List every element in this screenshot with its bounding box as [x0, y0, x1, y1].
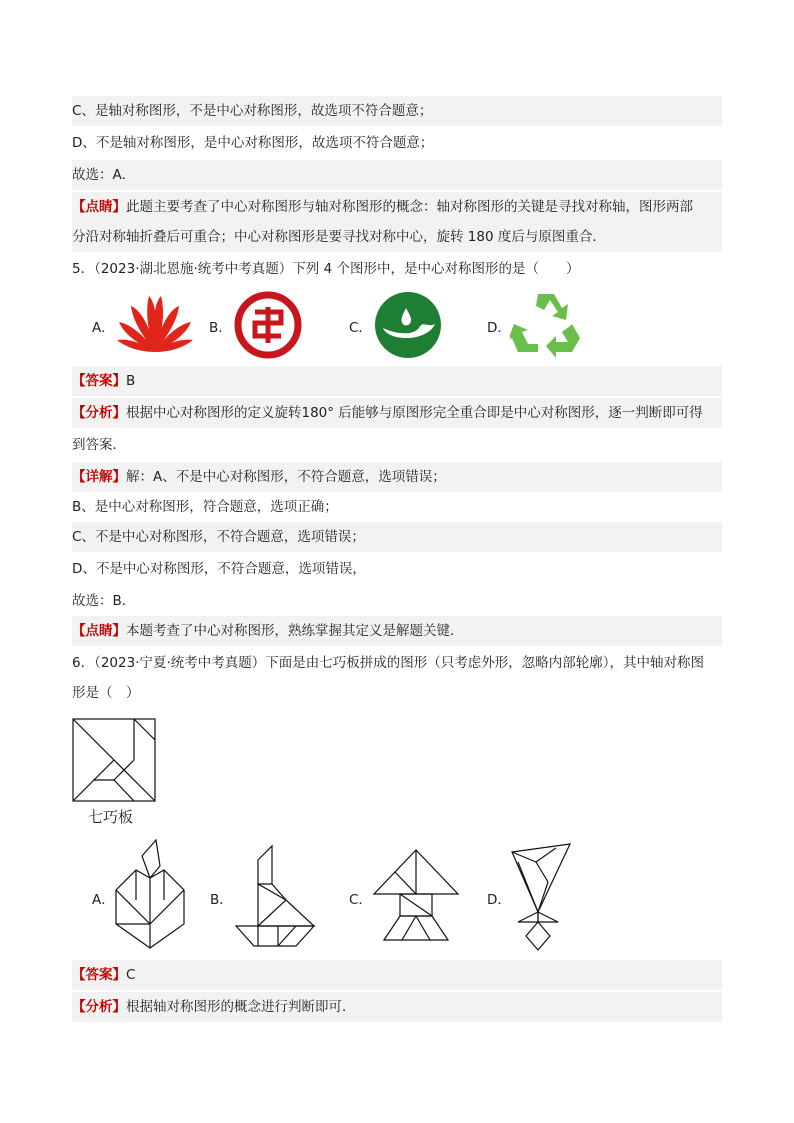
text-line: 故选：A．: [72, 160, 722, 190]
icbc-logo: [233, 290, 303, 360]
option-d-label: D．: [487, 320, 511, 336]
option-c-label: C．: [349, 892, 372, 908]
option-b-label: B．: [210, 892, 233, 908]
option-b-label: B．: [209, 320, 232, 336]
text-line: 【点睛】此题主要考查了中心对称图形与轴对称图形的概念：轴对称图形的关键是寻找对称轴，图形两部: [72, 192, 722, 222]
question-6: 6．（2023·宁夏·统考中考真题）下面是由七巧板拼成的图形（只考虑外形，忽略内部轮廓），其中轴对称图: [72, 655, 705, 671]
text-line: 分沿对称轴折叠后可重合；中心对称图形是要寻找对称中心，旋转 180 度后与原图重合．: [72, 222, 722, 252]
select-5: 故选：B．: [72, 593, 136, 609]
detail-5-d: D、不是中心对称图形，不符合题意，选项错误，: [72, 561, 366, 577]
option-a-label: A．: [92, 892, 115, 908]
tangram-figure-a: [114, 838, 186, 950]
answer-6: 【答案】C: [72, 960, 722, 990]
option-c-label: C．: [349, 320, 372, 336]
answer-5: 【答案】B: [72, 366, 722, 396]
option-a-label: A．: [92, 320, 115, 336]
tangram-figure-b: [234, 844, 316, 948]
huawei-logo: [115, 292, 195, 356]
text-line: D、不是轴对称图形，是中心对称图形，故选项不符合题意；: [72, 135, 434, 151]
tangram-figure-d: [508, 842, 574, 952]
analysis-5-cont: 到答案．: [72, 437, 126, 453]
detail-5-b: B、是中心对称图形，符合题意，选项正确；: [72, 499, 338, 515]
detail-5-c: C、不是中心对称图形，不符合题意，选项错误；: [72, 522, 722, 552]
question-5: 5．（2023·湖北恩施·统考中考真题）下列 4 个图形中，是中心对称图形的是（ ）: [72, 261, 580, 277]
dianjing-5: 【点睛】本题考查了中心对称图形，熟练掌握其定义是解题关键．: [72, 616, 722, 646]
detail-5: 【详解】解：A、不是中心对称图形，不符合题意，选项错误；: [72, 462, 722, 492]
analysis-6: 【分析】根据轴对称图形的概念进行判断即可．: [72, 992, 722, 1022]
option-d-label: D．: [487, 892, 511, 908]
tangram-square: [72, 718, 156, 802]
analysis-5: 【分析】根据中心对称图形的定义旋转180° 后能够与原图形完全重合即是中心对称图形，逐一判断即可得: [72, 398, 722, 428]
green-water-logo: [373, 290, 443, 360]
tangram-caption: 七巧板: [88, 808, 134, 826]
question-6-cont: 形是（ ）: [72, 685, 140, 701]
text-line: C、是轴对称图形，不是中心对称图形，故选项不符合题意；: [72, 96, 722, 126]
tangram-figure-c: [372, 848, 460, 944]
recycle-logo: [510, 290, 582, 358]
